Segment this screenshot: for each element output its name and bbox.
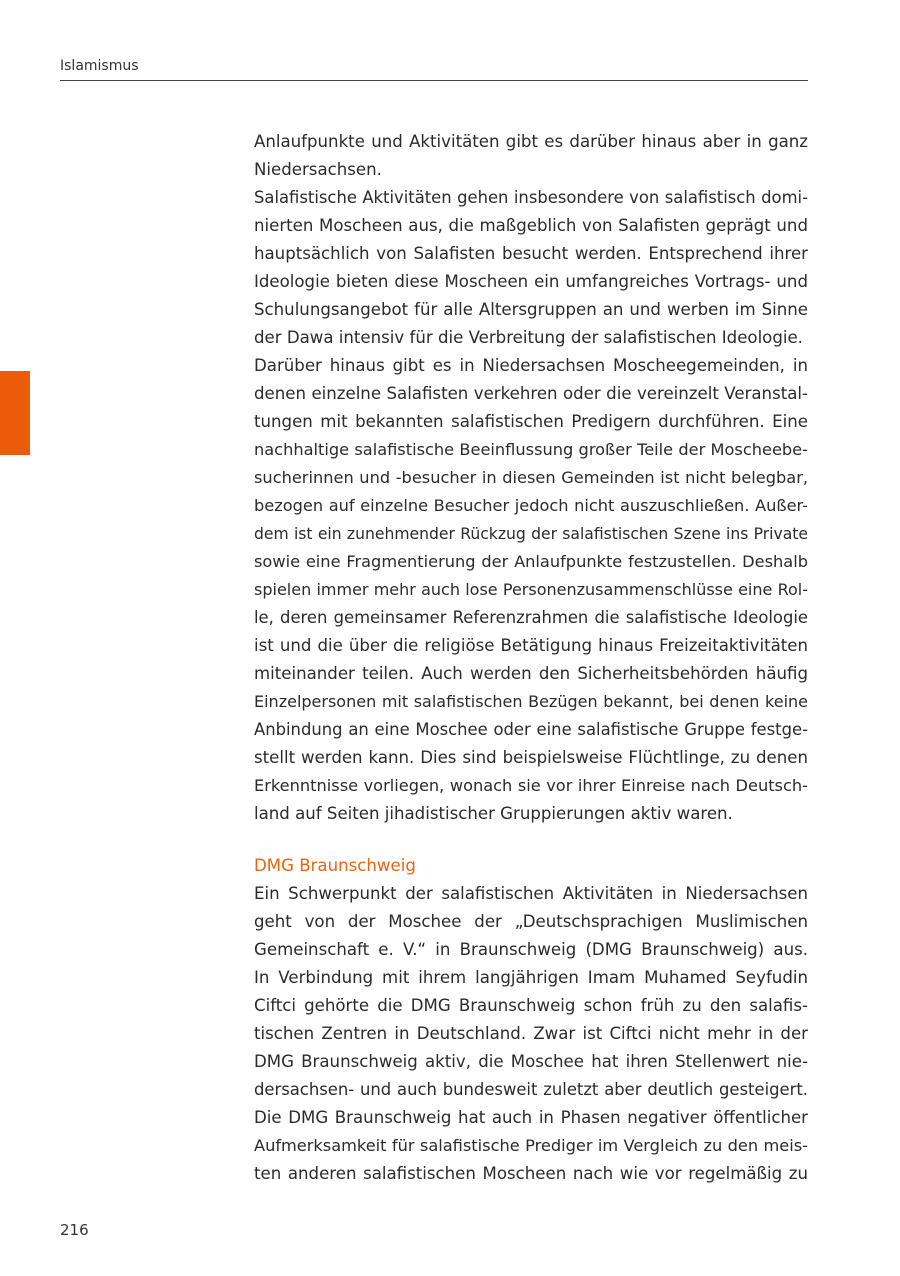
running-header: Islamismus: [60, 58, 139, 74]
text-line: DMG Braunschweig aktiv, die Moschee hat ihren Stellenwert nie-: [254, 1052, 808, 1071]
text-line: ten anderen salafistischen Moscheen nach wie vor regelmäßig zu: [254, 1164, 808, 1183]
text-line: ist und die über die religiöse Betätigung hinaus Freizeitaktivitäten: [254, 636, 808, 655]
text-line: Gemeinschaft e. V.“ in Braunschweig (DMG Braunschweig) aus.: [254, 940, 808, 959]
page-number: 216: [60, 1221, 89, 1239]
text-line: Anbindung an eine Moschee oder eine salafistische Gruppe festge-: [254, 720, 808, 739]
text-line: Niedersachsen.: [254, 160, 382, 179]
text-line: spielen immer mehr auch lose Personenzusammenschlüsse eine Rol-: [254, 580, 808, 599]
text-line: der Dawa intensiv für die Verbreitung der salafistischen Ideologie.: [254, 328, 803, 347]
text-line: Darüber hinaus gibt es in Niedersachsen Moscheegemeinden, in: [254, 356, 808, 375]
text-line: stellt werden kann. Dies sind beispielsweise Flüchtlinge, zu denen: [254, 748, 808, 767]
text-line: sowie eine Fragmentierung der Anlaufpunkte festzustellen. Deshalb: [254, 552, 808, 571]
header-rule: [60, 80, 808, 81]
text-line: geht von der Moschee der „Deutschsprachigen Muslimischen: [254, 912, 808, 931]
text-line: Salafistische Aktivitäten gehen insbesondere von salafistisch domi-: [254, 188, 808, 207]
text-line: nachhaltige salafistische Beeinflussung großer Teile der Moscheebe-: [254, 440, 808, 459]
text-line: dersachsen- und auch bundesweit zuletzt aber deutlich gesteigert.: [254, 1080, 808, 1099]
paragraph-gap: [254, 828, 808, 852]
text-line: Ein Schwerpunkt der salafistischen Aktivitäten in Niedersachsen: [254, 884, 808, 903]
text-line: miteinander teilen. Auch werden den Sicherheitsbehörden häufig: [254, 664, 808, 683]
text-line: Aufmerksamkeit für salafistische Prediger im Vergleich zu den meis-: [254, 1136, 808, 1155]
text-line: bezogen auf einzelne Besucher jedoch nicht auszuschließen. Außer-: [254, 496, 808, 515]
text-line: le, deren gemeinsamer Referenzrahmen die salafistische Ideologie: [254, 608, 808, 627]
text-line: dem ist ein zunehmender Rückzug der salafistischen Szene ins Private: [254, 525, 808, 543]
text-line: sucherinnen und -besucher in diesen Gemeinden ist nicht belegbar,: [254, 468, 808, 487]
text-line: Schulungsangebot für alle Altersgruppen an und werben im Sinne: [254, 300, 808, 319]
section-side-marker: [0, 371, 30, 455]
text-line: tungen mit bekannten salafistischen Predigern durchführen. Eine: [254, 412, 808, 431]
text-line: land auf Seiten jihadistischer Gruppierungen aktiv waren.: [254, 804, 733, 823]
text-line: hauptsächlich von Salafisten besucht werden. Entsprechend ihrer: [254, 244, 808, 263]
text-line: tischen Zentren in Deutschland. Zwar ist Ciftci nicht mehr in der: [254, 1024, 808, 1043]
text-line: Einzelpersonen mit salafistischen Bezügen bekannt, bei denen keine: [254, 692, 808, 711]
section-heading: DMG Braunschweig: [254, 856, 416, 875]
text-line: Ciftci gehörte die DMG Braunschweig schon früh zu den salafis-: [254, 996, 808, 1015]
text-line: denen einzelne Salafisten verkehren oder die vereinzelt Veranstal-: [254, 384, 808, 403]
body-text: [254, 128, 808, 1188]
text-line: Erkenntnisse vorliegen, wonach sie vor ihrer Einreise nach Deutsch-: [254, 776, 808, 795]
text-line: In Verbindung mit ihrem langjährigen Imam Muhamed Seyfudin: [254, 968, 808, 987]
text-line: Ideologie bieten diese Moscheen ein umfangreiches Vortrags- und: [254, 272, 808, 291]
text-line: nierten Moscheen aus, die maßgeblich von Salafisten geprägt und: [254, 216, 808, 235]
text-line: Die DMG Braunschweig hat auch in Phasen negativer öffentlicher: [254, 1108, 808, 1127]
text-line: Anlaufpunkte und Aktivitäten gibt es darüber hinaus aber in ganz: [254, 132, 808, 151]
